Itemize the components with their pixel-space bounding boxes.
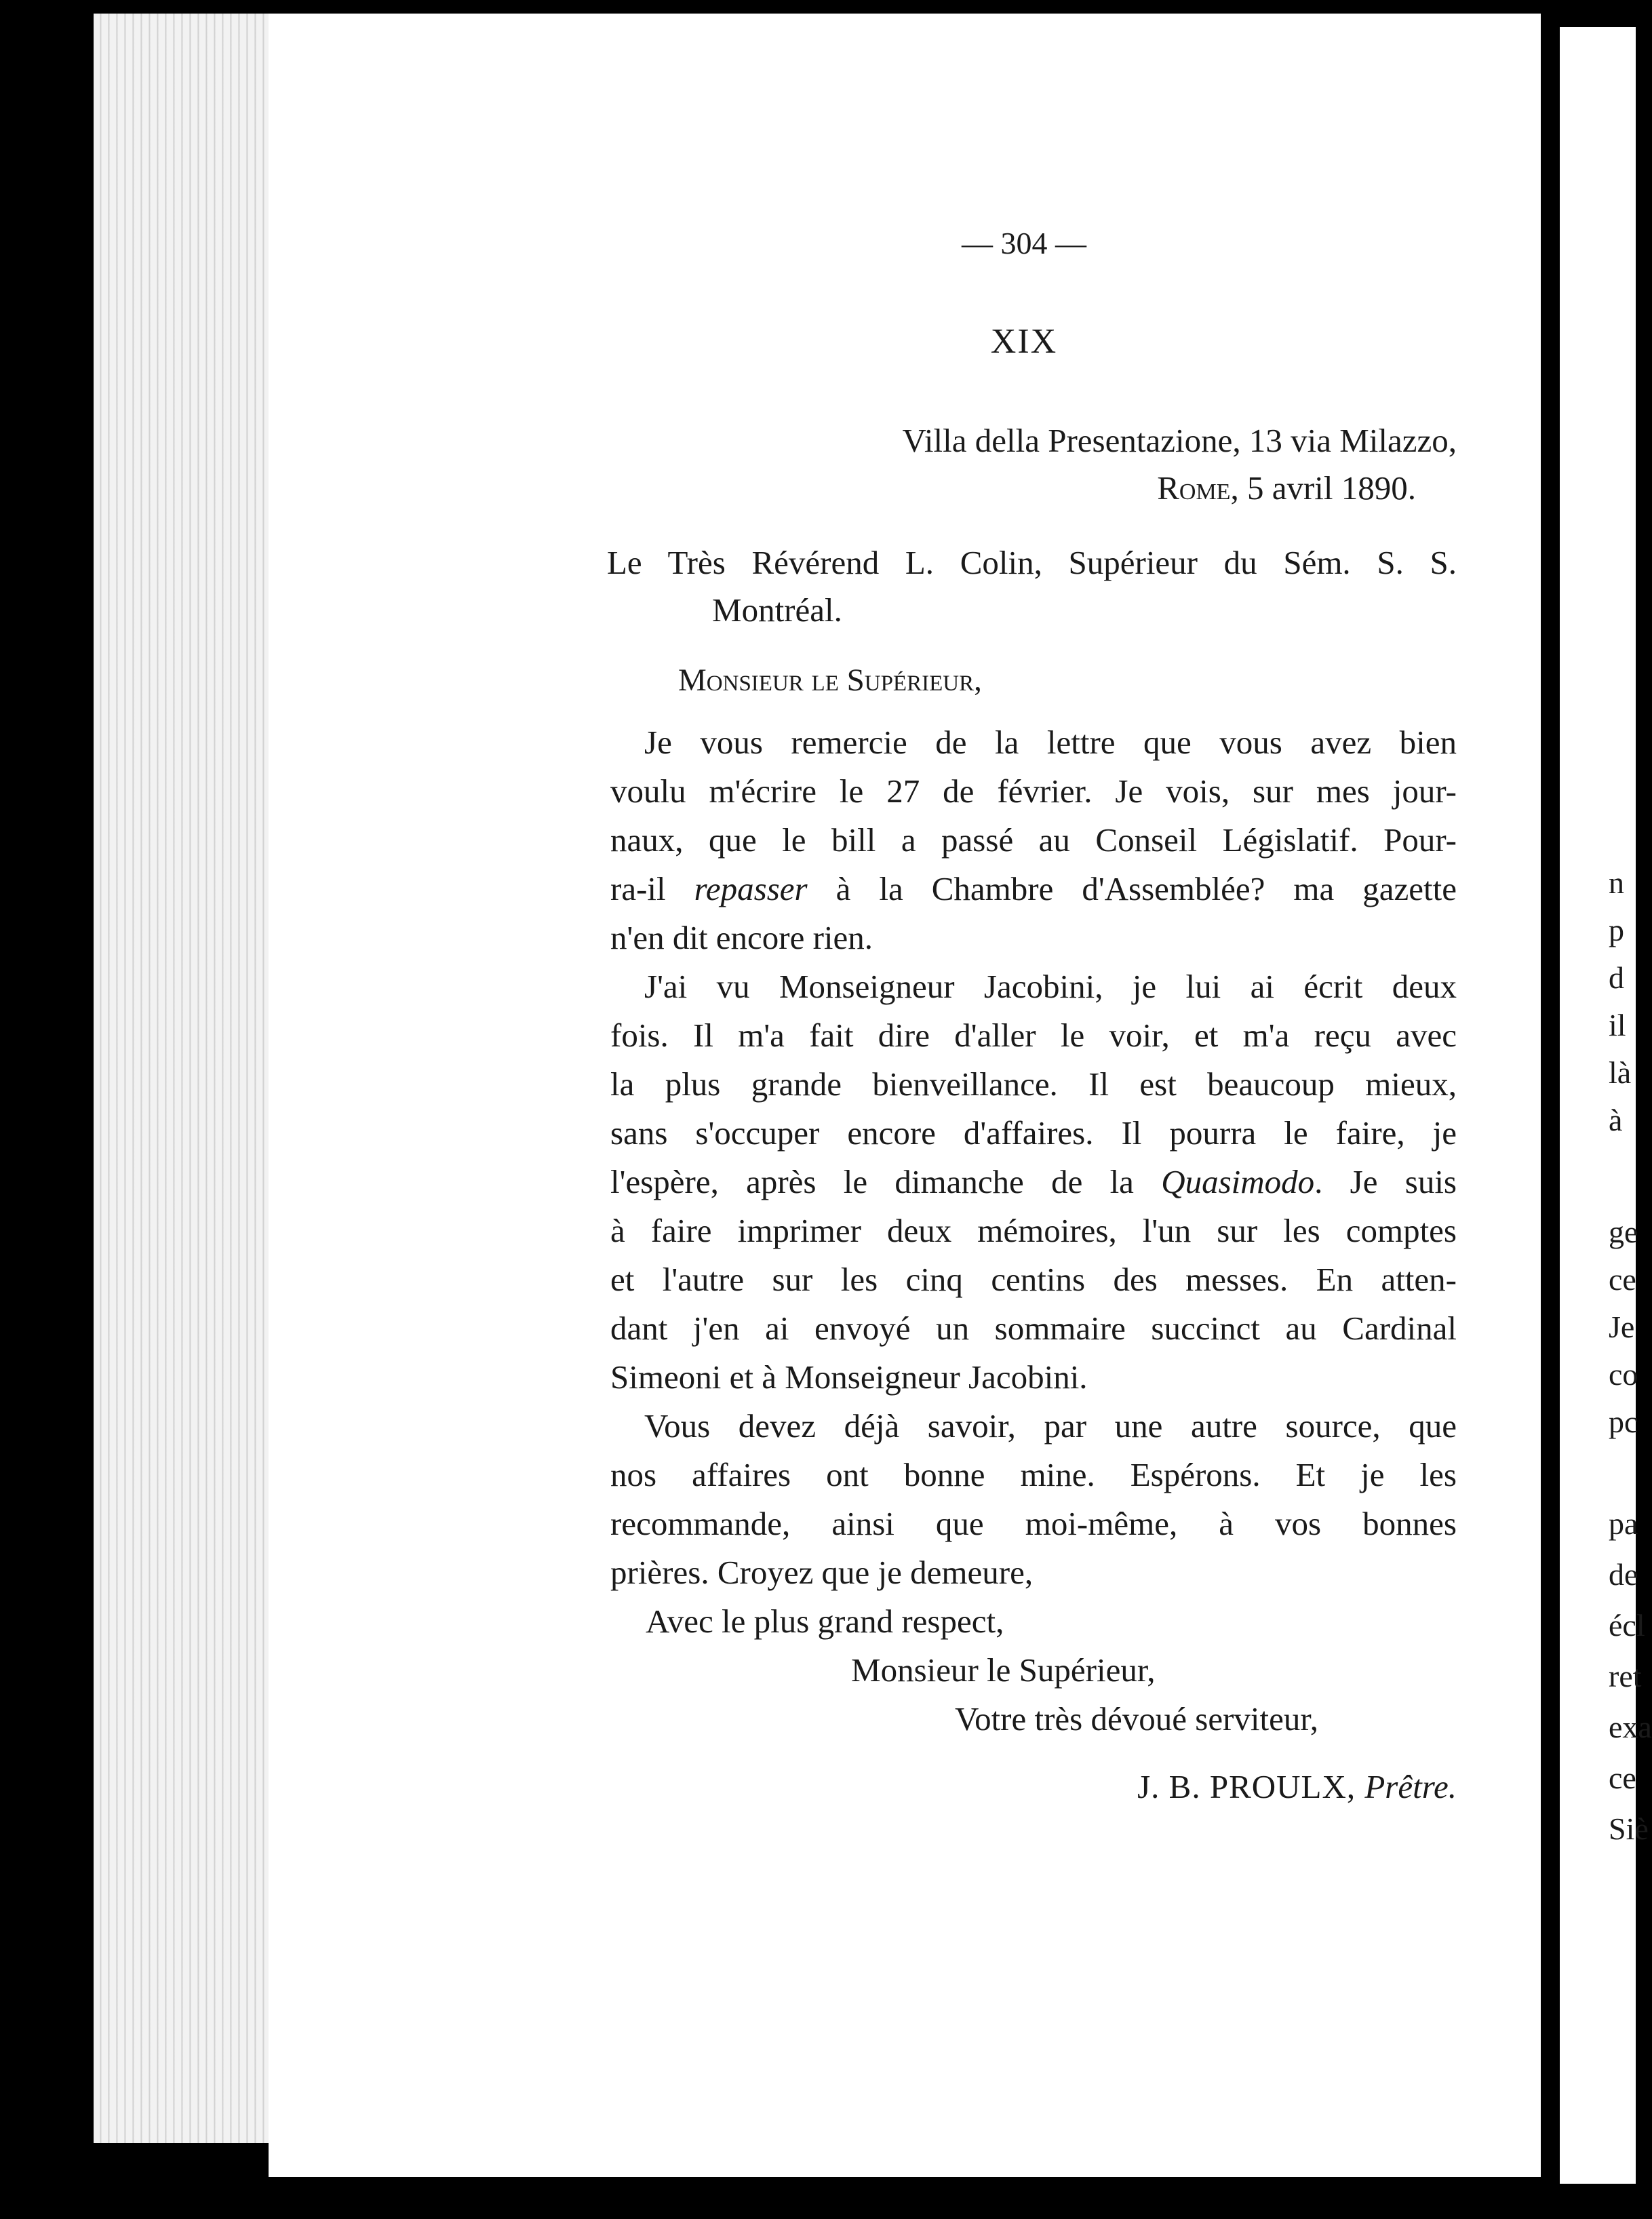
- facing-page-fragment: de: [1609, 1557, 1638, 1592]
- facing-page-fragment: ce: [1609, 1761, 1636, 1795]
- paragraph-line: [610, 872, 1457, 905]
- closing-line: Votre très dévoué serviteur,: [955, 1700, 1318, 1737]
- page-number: — 304 —: [962, 226, 1086, 260]
- paragraph-text: ra-il: [610, 870, 694, 907]
- signature-name: J. B. PROULX,: [1137, 1768, 1365, 1805]
- facing-page-fragment: Je: [1609, 1310, 1635, 1344]
- recipient-city: Montréal.: [712, 591, 842, 629]
- facing-page-fragment: co: [1609, 1357, 1638, 1392]
- facing-page-fragment: pc: [1609, 1405, 1638, 1439]
- address-city: Rome: [1157, 469, 1231, 507]
- paragraph-line: à faire imprimer deux mémoires, l'un sur les comptes: [610, 1212, 1457, 1249]
- facing-page-fragment: exa: [1609, 1710, 1652, 1744]
- paragraph-line: dant j'en ai envoyé un sommaire succinct au Cardinal: [610, 1310, 1457, 1347]
- paragraph-line: Vous devez déjà savoir, par une autre source, que: [644, 1407, 1457, 1445]
- paragraph-line: voulu m'écrire le 27 de février. Je vois, sur mes jour-: [610, 772, 1457, 810]
- facing-page-fragment: là: [1609, 1055, 1632, 1090]
- facing-page: [1560, 27, 1652, 2184]
- facing-page-fragment: il: [1609, 1008, 1626, 1042]
- closing-line: Monsieur le Supérieur,: [851, 1651, 1156, 1689]
- paragraph-line: prières. Croyez que je demeure,: [610, 1554, 1034, 1591]
- signature: [882, 1770, 1457, 1803]
- address-line: Villa della Presentazione, 13 via Milazzo,: [902, 422, 1457, 459]
- italic-word: Quasimodo: [1161, 1163, 1315, 1200]
- facing-page-fragment: pa: [1609, 1506, 1638, 1541]
- facing-page-fragment: p: [1609, 913, 1624, 947]
- facing-page-fragment: Siè: [1609, 1811, 1649, 1846]
- paragraph-line: nos affaires ont bonne mine. Espérons. Et je les: [610, 1456, 1457, 1493]
- facing-page-fragment: n: [1609, 865, 1624, 900]
- facing-page-fragment: écl: [1609, 1608, 1645, 1643]
- closing-line: Avec le plus grand respect,: [646, 1603, 1004, 1640]
- paragraph-text: l'espère, après le dimanche de la: [610, 1163, 1162, 1200]
- paragraph-line: sans s'occuper encore d'affaires. Il pourra le faire, je: [610, 1114, 1457, 1152]
- recipient-line: Le Très Révérend L. Colin, Supérieur du Sém. S. S.: [607, 544, 1457, 581]
- paragraph-text: . Je suis: [1314, 1163, 1457, 1200]
- paragraph-line: fois. Il m'a fait dire d'aller le voir, et m'a reçu avec: [610, 1017, 1457, 1054]
- paragraph-line: Simeoni et à Monseigneur Jacobini.: [610, 1358, 1088, 1396]
- facing-page-fragment: ret: [1609, 1659, 1642, 1693]
- paragraph-line: n'en dit encore rien.: [610, 919, 873, 956]
- paragraph-line: J'ai vu Monseigneur Jacobini, je lui ai écrit deux: [644, 968, 1457, 1005]
- paragraph-text: à la Chambre d'Assemblée? ma gazette: [807, 870, 1457, 907]
- page-stack-edges: [94, 14, 271, 2143]
- paragraph-line: Je vous remercie de la lettre que vous avez bien: [644, 724, 1457, 761]
- facing-page-fragment: à: [1609, 1103, 1623, 1137]
- paragraph-line: naux, que le bill a passé au Conseil Législatif. Pour-: [610, 821, 1457, 859]
- salutation: Monsieur le Supérieur,: [678, 663, 982, 698]
- facing-page-fragment: ce: [1609, 1262, 1636, 1297]
- paragraph-line: la plus grande bienveillance. Il est beaucoup mieux,: [610, 1065, 1457, 1103]
- signature-title: Prêtre.: [1364, 1768, 1457, 1805]
- paragraph-line: et l'autre sur les cinq centins des messes. En atten-: [610, 1261, 1457, 1298]
- facing-page-fragment: d: [1609, 960, 1624, 995]
- italic-word: repasser: [694, 870, 808, 907]
- paragraph-line: recommande, ainsi que moi-même, à vos bonnes: [610, 1505, 1457, 1542]
- address-date-line: [678, 471, 1416, 505]
- section-heading: XIX: [990, 322, 1058, 361]
- facing-page-fragment: ge: [1609, 1215, 1638, 1249]
- paragraph-line: [610, 1165, 1457, 1198]
- address-date: , 5 avril 1890.: [1230, 469, 1416, 507]
